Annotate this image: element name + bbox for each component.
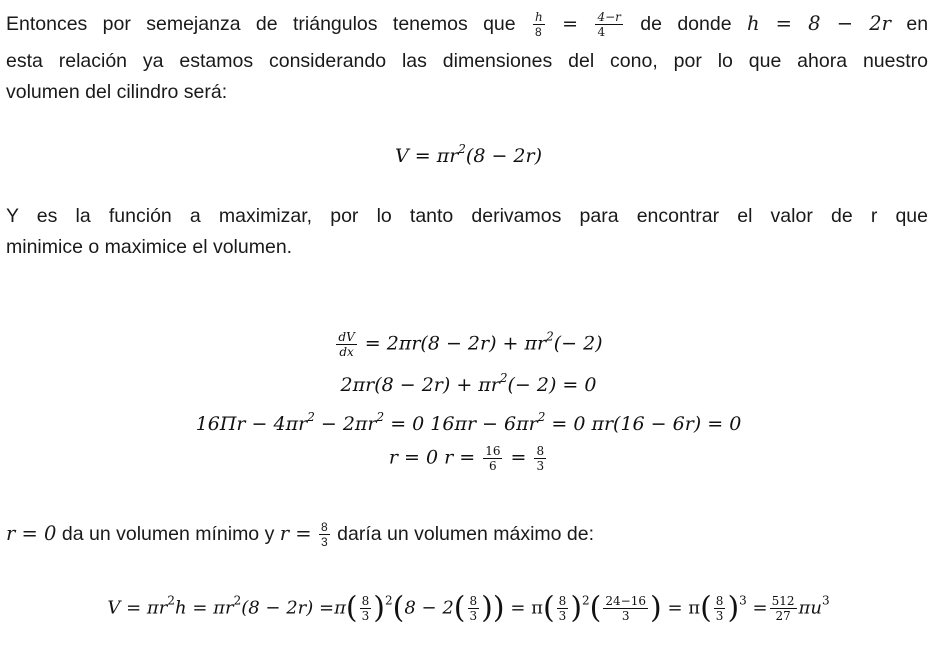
paragraph-1-line-2: esta relación ya estamos considerando las dimensiones del cono, por lo que ahora nuestro <box>6 50 928 72</box>
text-segment: de donde <box>640 13 732 35</box>
math-expression: h = 8 − 2r <box>746 12 891 35</box>
fraction-512-over-27: $\frac{512}{27}$ <box>771 594 795 623</box>
equation-set-zero: $2\pi r(8 - 2r) + \pi r^2(- 2) = 0$ <box>340 371 597 396</box>
fraction-8-over-3: $\frac{8}{3}$ <box>321 520 328 550</box>
equation-max-volume: $V = \pi r^2h = \pi r^2(8 - 2r) =\pi$( $\frac{8}{3}$ )$^2$(8 − 2( $\frac{8}{3}$ )) = π( $\frac{8}{3}$ )$^2$( $\frac{24-16}{3}$ ) = π( $\frac{8}{3}$ )$^3$ = $\frac{512}{27}$ $\pi u^3$ <box>107 590 830 626</box>
fraction-dv-dx: $\frac{dV}{dx}$ <box>338 330 355 359</box>
text-segment: daría un volumen máximo de: <box>337 523 595 545</box>
fraction-16-over-6: $\frac{16}{6}$ <box>485 444 501 473</box>
equation-roots: r = 0 r = $\frac{16}{6}$ = $\frac{8}{3}$ <box>388 444 545 473</box>
math-expression: r = <box>279 522 312 545</box>
equation-volume: $V = \pi r^2(8 - 2r)$ <box>394 142 543 167</box>
paragraph-1-line-3: volumen del cilindro será: <box>6 81 228 103</box>
fraction-8-over-3: $\frac{8}{3}$ <box>469 594 478 623</box>
fraction-8-over-3: $\frac{8}{3}$ <box>715 594 724 623</box>
fraction-8-over-3: $\frac{8}{3}$ <box>536 444 545 473</box>
fraction-8-over-3: $\frac{8}{3}$ <box>361 594 370 623</box>
fraction-8-over-3: $\frac{8}{3}$ <box>558 594 567 623</box>
equation-expanded: $16\Pi r - 4\pi r^2 - 2\pi r^2 = 0$ $16\pi r - 6\pi r^2 = 0$ πr(16 − 6r) = 0 <box>195 410 742 435</box>
text-segment: en <box>906 13 929 35</box>
math-expression: r = 0 <box>6 522 57 545</box>
paragraph-1-line-1 <box>6 8 928 40</box>
fraction-h-over-8: $\frac{h}{8}$ <box>535 10 543 40</box>
fraction-24-minus-16-over-3: $\frac{24-16}{3}$ <box>605 594 646 623</box>
text-segment: Entonces por semejanza de triángulos tenemos que <box>6 13 516 35</box>
fraction-4-minus-r-over-4: $\frac{4-r}{4}$ <box>597 10 621 40</box>
equation-derivative: $\frac{dV}{dx}$ = $2\pi r(8 - 2r) + \pi r^2(- 2)$ <box>338 329 603 359</box>
paragraph-3 <box>6 518 928 550</box>
text-segment: da un volumen mínimo y <box>61 523 275 545</box>
paragraph-2-line-1: Y es la función a maximizar, por lo tanto derivamos para encontrar el valor de r que <box>6 205 928 227</box>
paragraph-2-line-2: minimice o maximice el volumen. <box>6 236 293 258</box>
equals-sign: = <box>562 13 579 35</box>
